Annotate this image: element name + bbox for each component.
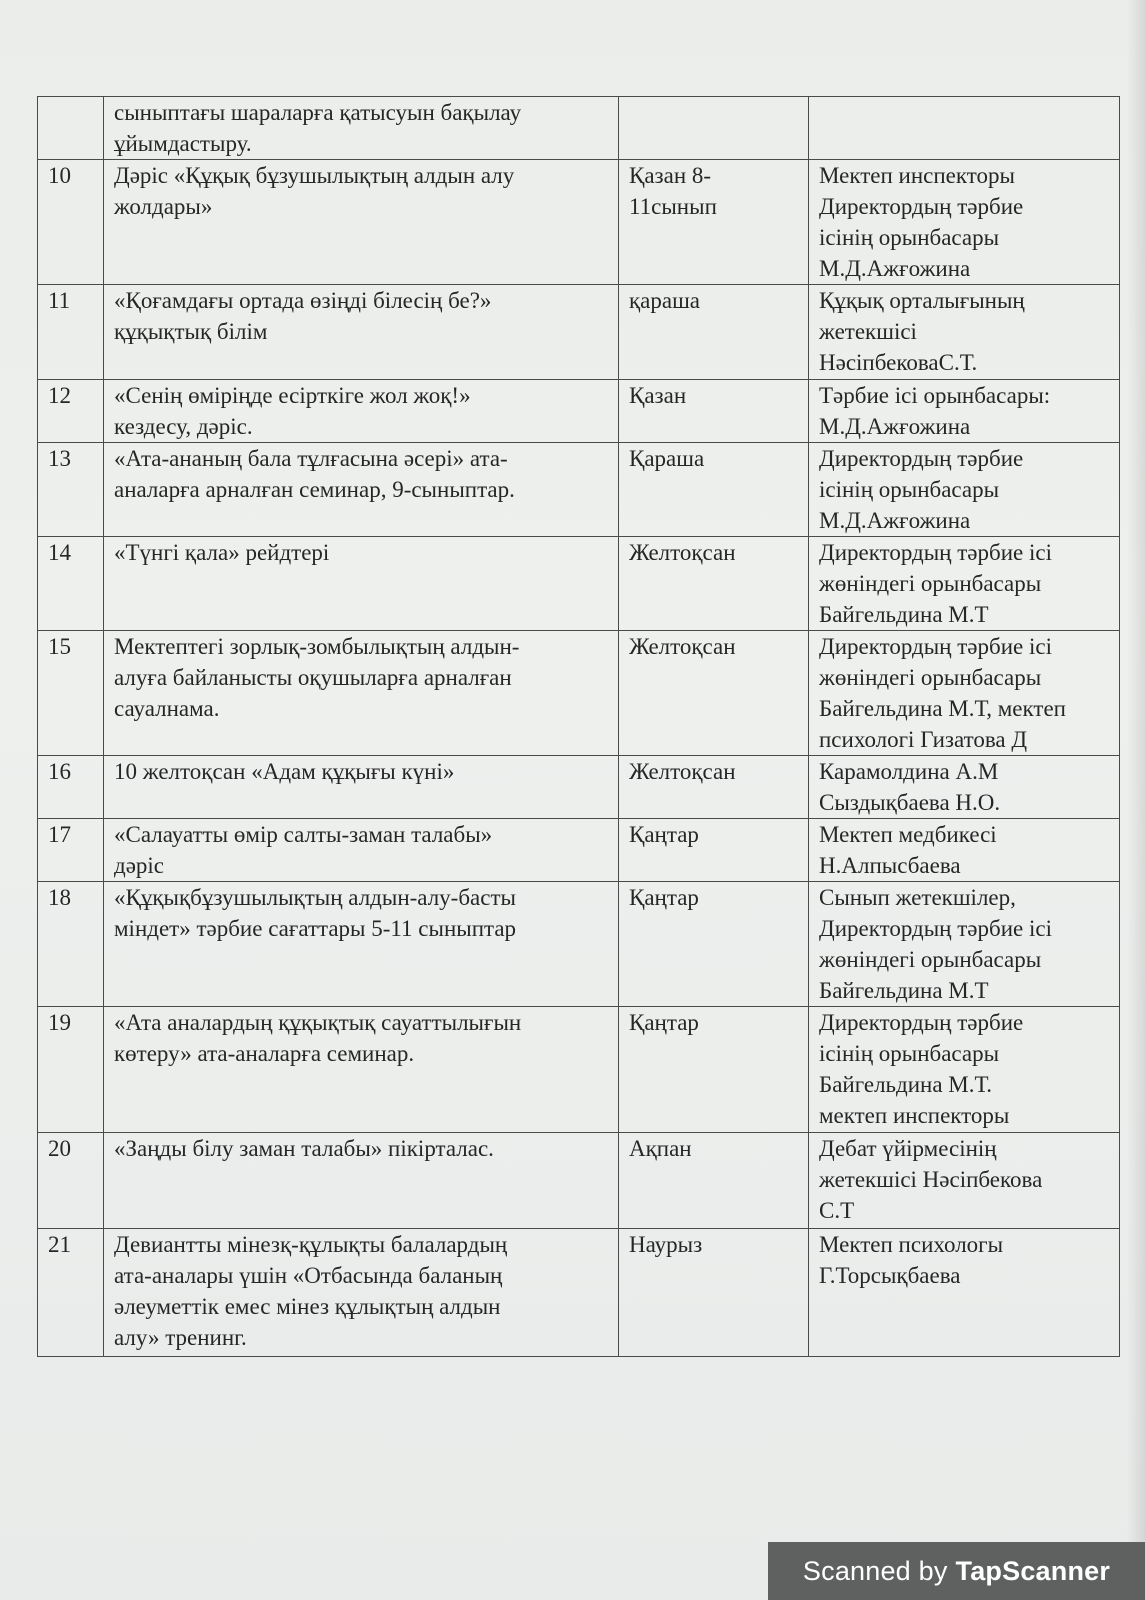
cell-line: міндет» тәрбие сағаттары 5-11 сыныптар [114, 916, 517, 941]
cell-line: Қаңтар [629, 885, 699, 910]
row-number [38, 97, 104, 160]
cell-line: М.Д.Ажғожина [819, 256, 971, 281]
date-cell [619, 631, 809, 756]
event-cell [104, 380, 619, 443]
table-row [38, 756, 1120, 819]
row-number: 10 [38, 160, 104, 285]
cell-line: жолдары» [114, 194, 213, 219]
cell-line: жөніндегі орынбасары [819, 665, 1042, 690]
table-row [38, 1229, 1120, 1357]
cell-line: Наурыз [629, 1232, 703, 1257]
event-cell [104, 882, 619, 1007]
cell-line: Тәрбие ісі орынбасары: [819, 383, 1051, 408]
cell-line: 10 желтоқсан «Адам құқығы күні» [114, 759, 455, 784]
cell-line: «Заңды білу заман талабы» пікірталас. [114, 1136, 494, 1161]
cell-line: дәріс [114, 853, 165, 878]
cell-line: Желтоқсан [629, 540, 736, 565]
watermark-brand: TapScanner [955, 1555, 1111, 1586]
cell-line: Ақпан [629, 1136, 692, 1161]
date-cell [619, 443, 809, 537]
cell-line: ата-аналары үшін «Отбасында баланың [114, 1263, 503, 1288]
row-number: 20 [38, 1133, 104, 1229]
cell-line: Сынып жетекшілер, [819, 885, 1016, 910]
cell-line: аналарға арналған семинар, 9-сыныптар. [114, 477, 515, 502]
cell-line: Құқық орталығының [819, 288, 1025, 313]
event-cell [104, 1007, 619, 1133]
cell-line: Директордың тәрбие [819, 194, 1024, 219]
event-cell [104, 285, 619, 380]
responsible-cell [809, 160, 1120, 285]
date-cell [619, 1007, 809, 1133]
cell-line: Қаңтар [629, 822, 699, 847]
cell-line: Қараша [629, 446, 705, 471]
responsible-cell [809, 380, 1120, 443]
cell-line: Дәріс «Құқық бұзушылықтың алдын алу [114, 163, 515, 188]
cell-line: Қазан 8- [629, 163, 712, 188]
row-number: 18 [38, 882, 104, 1007]
table-row [38, 1133, 1120, 1229]
table-row [38, 1007, 1120, 1133]
cell-line: құқықтық білім [114, 319, 268, 344]
page-edge-shadow [1127, 0, 1145, 1600]
event-cell [104, 756, 619, 819]
cell-line: ісінің орынбасары [819, 1041, 1000, 1066]
date-cell [619, 882, 809, 1007]
event-cell [104, 160, 619, 285]
cell-line: Директордың тәрбие [819, 1010, 1024, 1035]
responsible-cell [809, 1229, 1120, 1357]
row-number: 16 [38, 756, 104, 819]
cell-line: Байгельдина М.Т [819, 602, 989, 627]
cell-line: С.Т [819, 1198, 855, 1223]
scanner-watermark [768, 1542, 1145, 1600]
event-cell [104, 443, 619, 537]
table-row [38, 819, 1120, 882]
event-cell [104, 819, 619, 882]
cell-line: Байгельдина М.Т, мектеп [819, 696, 1066, 721]
cell-line: Директордың тәрбие ісі [819, 540, 1052, 565]
cell-line: Директордың тәрбие ісі [819, 634, 1052, 659]
cell-line: Мектеп инспекторы [819, 163, 1015, 188]
cell-line: ұйымдастыру. [114, 131, 252, 156]
event-cell [104, 631, 619, 756]
date-cell [619, 97, 809, 160]
responsible-cell [809, 631, 1120, 756]
cell-line: көтеру» ата-аналарға семинар. [114, 1041, 415, 1066]
responsible-cell [809, 443, 1120, 537]
cell-line: жетекшісі [819, 319, 917, 344]
row-number: 11 [38, 285, 104, 380]
cell-line: жетекшісі Нәсіпбекова [819, 1167, 1043, 1192]
date-cell [619, 819, 809, 882]
cell-line: мектеп инспекторы [819, 1103, 1010, 1128]
cell-line: Желтоқсан [629, 759, 736, 784]
cell-line: «Ата-ананың бала тұлғасына әсері» ата- [114, 446, 508, 471]
date-cell [619, 537, 809, 631]
cell-line: Дебат үйірмесінің [819, 1136, 997, 1161]
cell-line: сыныптағы шараларға қатысуын бақылау [114, 100, 522, 125]
responsible-cell [809, 285, 1120, 380]
date-cell [619, 1229, 809, 1357]
row-number: 12 [38, 380, 104, 443]
cell-line: Мектеп психологы [819, 1232, 1004, 1257]
event-cell [104, 537, 619, 631]
date-cell [619, 285, 809, 380]
cell-line: «Түнгі қала» рейдтері [114, 540, 330, 565]
cell-line: жөніндегі орынбасары [819, 947, 1042, 972]
row-number: 21 [38, 1229, 104, 1357]
cell-line: алуға байланысты оқушыларға арналған [114, 665, 512, 690]
cell-line: «Ата аналардың құқықтық сауаттылығын [114, 1010, 522, 1035]
responsible-cell [809, 882, 1120, 1007]
cell-line: Директордың тәрбие ісі [819, 916, 1052, 941]
cell-line: ісінің орынбасары [819, 225, 1000, 250]
date-cell [619, 756, 809, 819]
responsible-cell [809, 756, 1120, 819]
table-row [38, 380, 1120, 443]
cell-line: Желтоқсан [629, 634, 736, 659]
cell-line: Девиантты мінезқ-құлықты балалардың [114, 1232, 508, 1257]
cell-line: сауалнама. [114, 696, 220, 721]
table-row [38, 882, 1120, 1007]
cell-line: әлеуметтік емес мінез құлықтың алдын [114, 1294, 501, 1319]
cell-line: М.Д.Ажғожина [819, 414, 971, 439]
row-number: 17 [38, 819, 104, 882]
cell-line: Мектептегі зорлық-зомбылықтың алдын- [114, 634, 520, 659]
cell-line: «Салауатты өмір салты-заман талабы» [114, 822, 493, 847]
date-cell [619, 160, 809, 285]
cell-line: Мектеп медбикесі [819, 822, 997, 847]
cell-line: «Құқықбұзушылықтың алдын-алу-басты [114, 885, 516, 910]
cell-line: М.Д.Ажғожина [819, 508, 971, 533]
event-cell [104, 97, 619, 160]
cell-line: қараша [629, 288, 701, 313]
watermark-prefix: Scanned by [802, 1555, 948, 1586]
table-row [38, 443, 1120, 537]
cell-line: Қаңтар [629, 1010, 699, 1035]
responsible-cell [809, 819, 1120, 882]
cell-line: Қазан [629, 383, 687, 408]
events-table-body [38, 97, 1120, 1357]
cell-line: психологі Гизатова Д [819, 727, 1028, 752]
cell-line: Директордың тәрбие [819, 446, 1024, 471]
row-number: 19 [38, 1007, 104, 1133]
table-row [38, 160, 1120, 285]
table-row [38, 631, 1120, 756]
row-number: 15 [38, 631, 104, 756]
responsible-cell [809, 97, 1120, 160]
cell-line: «Сенің өміріңде есірткіге жол жоқ!» [114, 383, 471, 408]
table-row [38, 537, 1120, 631]
cell-line: НәсіпбековаС.Т. [819, 350, 978, 375]
cell-line: Карамолдина А.М [819, 759, 999, 784]
date-cell [619, 1133, 809, 1229]
row-number: 14 [38, 537, 104, 631]
event-cell [104, 1229, 619, 1357]
cell-line: кездесу, дәріс. [114, 414, 253, 439]
table-row [38, 97, 1120, 160]
cell-line: Байгельдина М.Т [819, 978, 989, 1003]
event-cell [104, 1133, 619, 1229]
responsible-cell [809, 1133, 1120, 1229]
row-number: 13 [38, 443, 104, 537]
cell-line: Сыздықбаева Н.О. [819, 790, 1001, 815]
cell-line: алу» тренинг. [114, 1325, 247, 1350]
responsible-cell [809, 1007, 1120, 1133]
events-table [37, 96, 1120, 1357]
cell-line: «Қоғамдағы ортада өзіңді білесің бе?» [114, 288, 492, 313]
date-cell [619, 380, 809, 443]
cell-line: жөніндегі орынбасары [819, 571, 1042, 596]
cell-line: 11сынып [629, 194, 717, 219]
responsible-cell [809, 537, 1120, 631]
cell-line: Байгельдина М.Т. [819, 1072, 993, 1097]
cell-line: ісінің орынбасары [819, 477, 1000, 502]
table-row [38, 285, 1120, 380]
cell-line: Н.Алпысбаева [819, 853, 961, 878]
cell-line: Г.Торсықбаева [819, 1263, 961, 1288]
